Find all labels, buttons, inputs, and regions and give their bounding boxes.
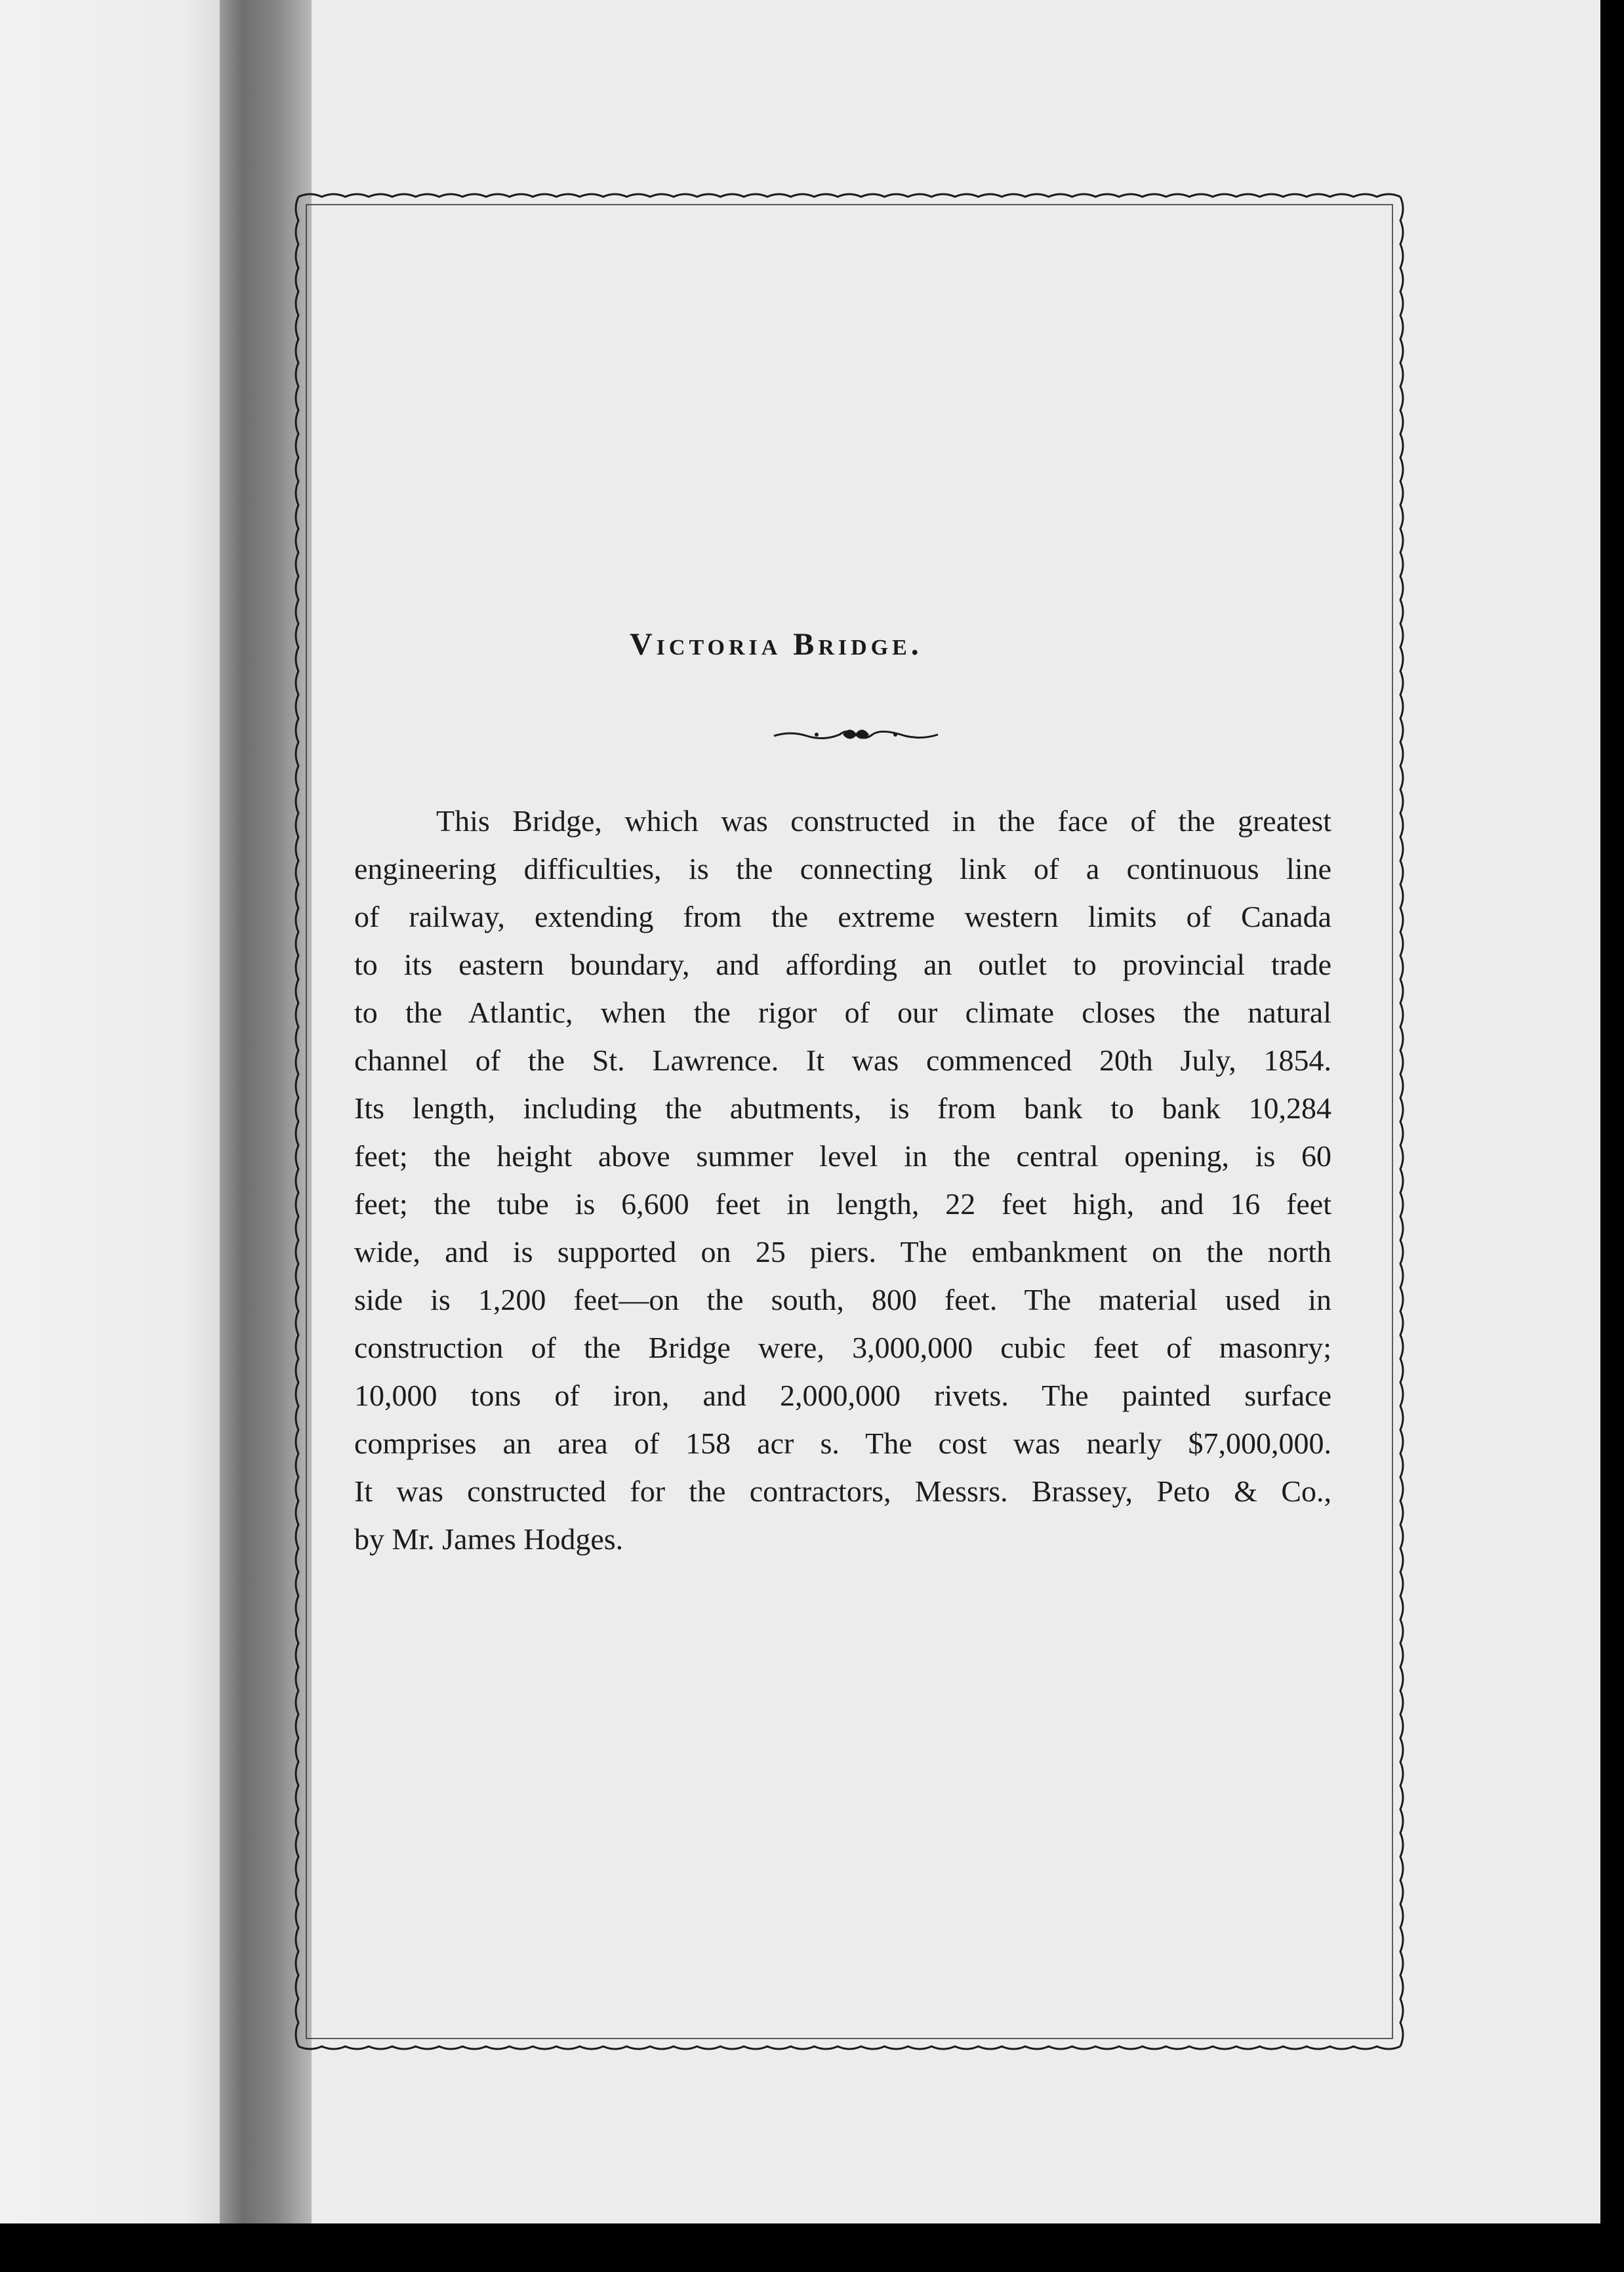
body-paragraph xyxy=(354,797,1331,1563)
text-line: of railway, extending from the extreme western limits of Canada xyxy=(354,900,1331,933)
text-line: comprises an area of 158 acr s. The cost was nearly $7,000,000. xyxy=(354,1427,1331,1460)
text-line: Its length, including the abutments, is from bank to bank 10,284 xyxy=(354,1091,1331,1125)
text-line: by Mr. James Hodges. xyxy=(354,1522,624,1556)
text-line: engineering difficulties, is the connecting link of a continuous line xyxy=(354,852,1331,885)
text-line: 10,000 tons of iron, and 2,000,000 rivets. The painted surface xyxy=(354,1379,1331,1412)
flourish-divider-icon xyxy=(771,721,941,748)
text-line: to its eastern boundary, and affording an outlet to provincial trade xyxy=(354,948,1331,981)
text-line: feet; the height above summer level in the central opening, is 60 xyxy=(354,1139,1331,1173)
text-line: It was constructed for the contractors, Messrs. Brassey, Peto & Co., xyxy=(354,1474,1331,1508)
text-line: to the Atlantic, when the rigor of our climate closes the natural xyxy=(354,996,1331,1029)
text-line: wide, and is supported on 25 piers. The embankment on the north xyxy=(354,1235,1331,1268)
text-line: channel of the St. Lawrence. It was commenced 20th July, 1854. xyxy=(354,1044,1331,1077)
frame-edge xyxy=(298,194,1400,197)
frame-edge xyxy=(1400,197,1403,2046)
text-line: feet; the tube is 6,600 feet in length, 22 feet high, and 16 feet xyxy=(354,1187,1331,1221)
text-line: construction of the Bridge were, 3,000,000 cubic feet of masonry; xyxy=(354,1331,1331,1364)
text-line: side is 1,200 feet—on the south, 800 feet. The material used in xyxy=(354,1283,1331,1316)
frame-edge xyxy=(296,197,298,2046)
page-title: Victoria Bridge. xyxy=(630,627,923,662)
frame-edge xyxy=(298,2046,1400,2049)
text-line: This Bridge, which was constructed in the face of the greatest xyxy=(436,804,1331,838)
